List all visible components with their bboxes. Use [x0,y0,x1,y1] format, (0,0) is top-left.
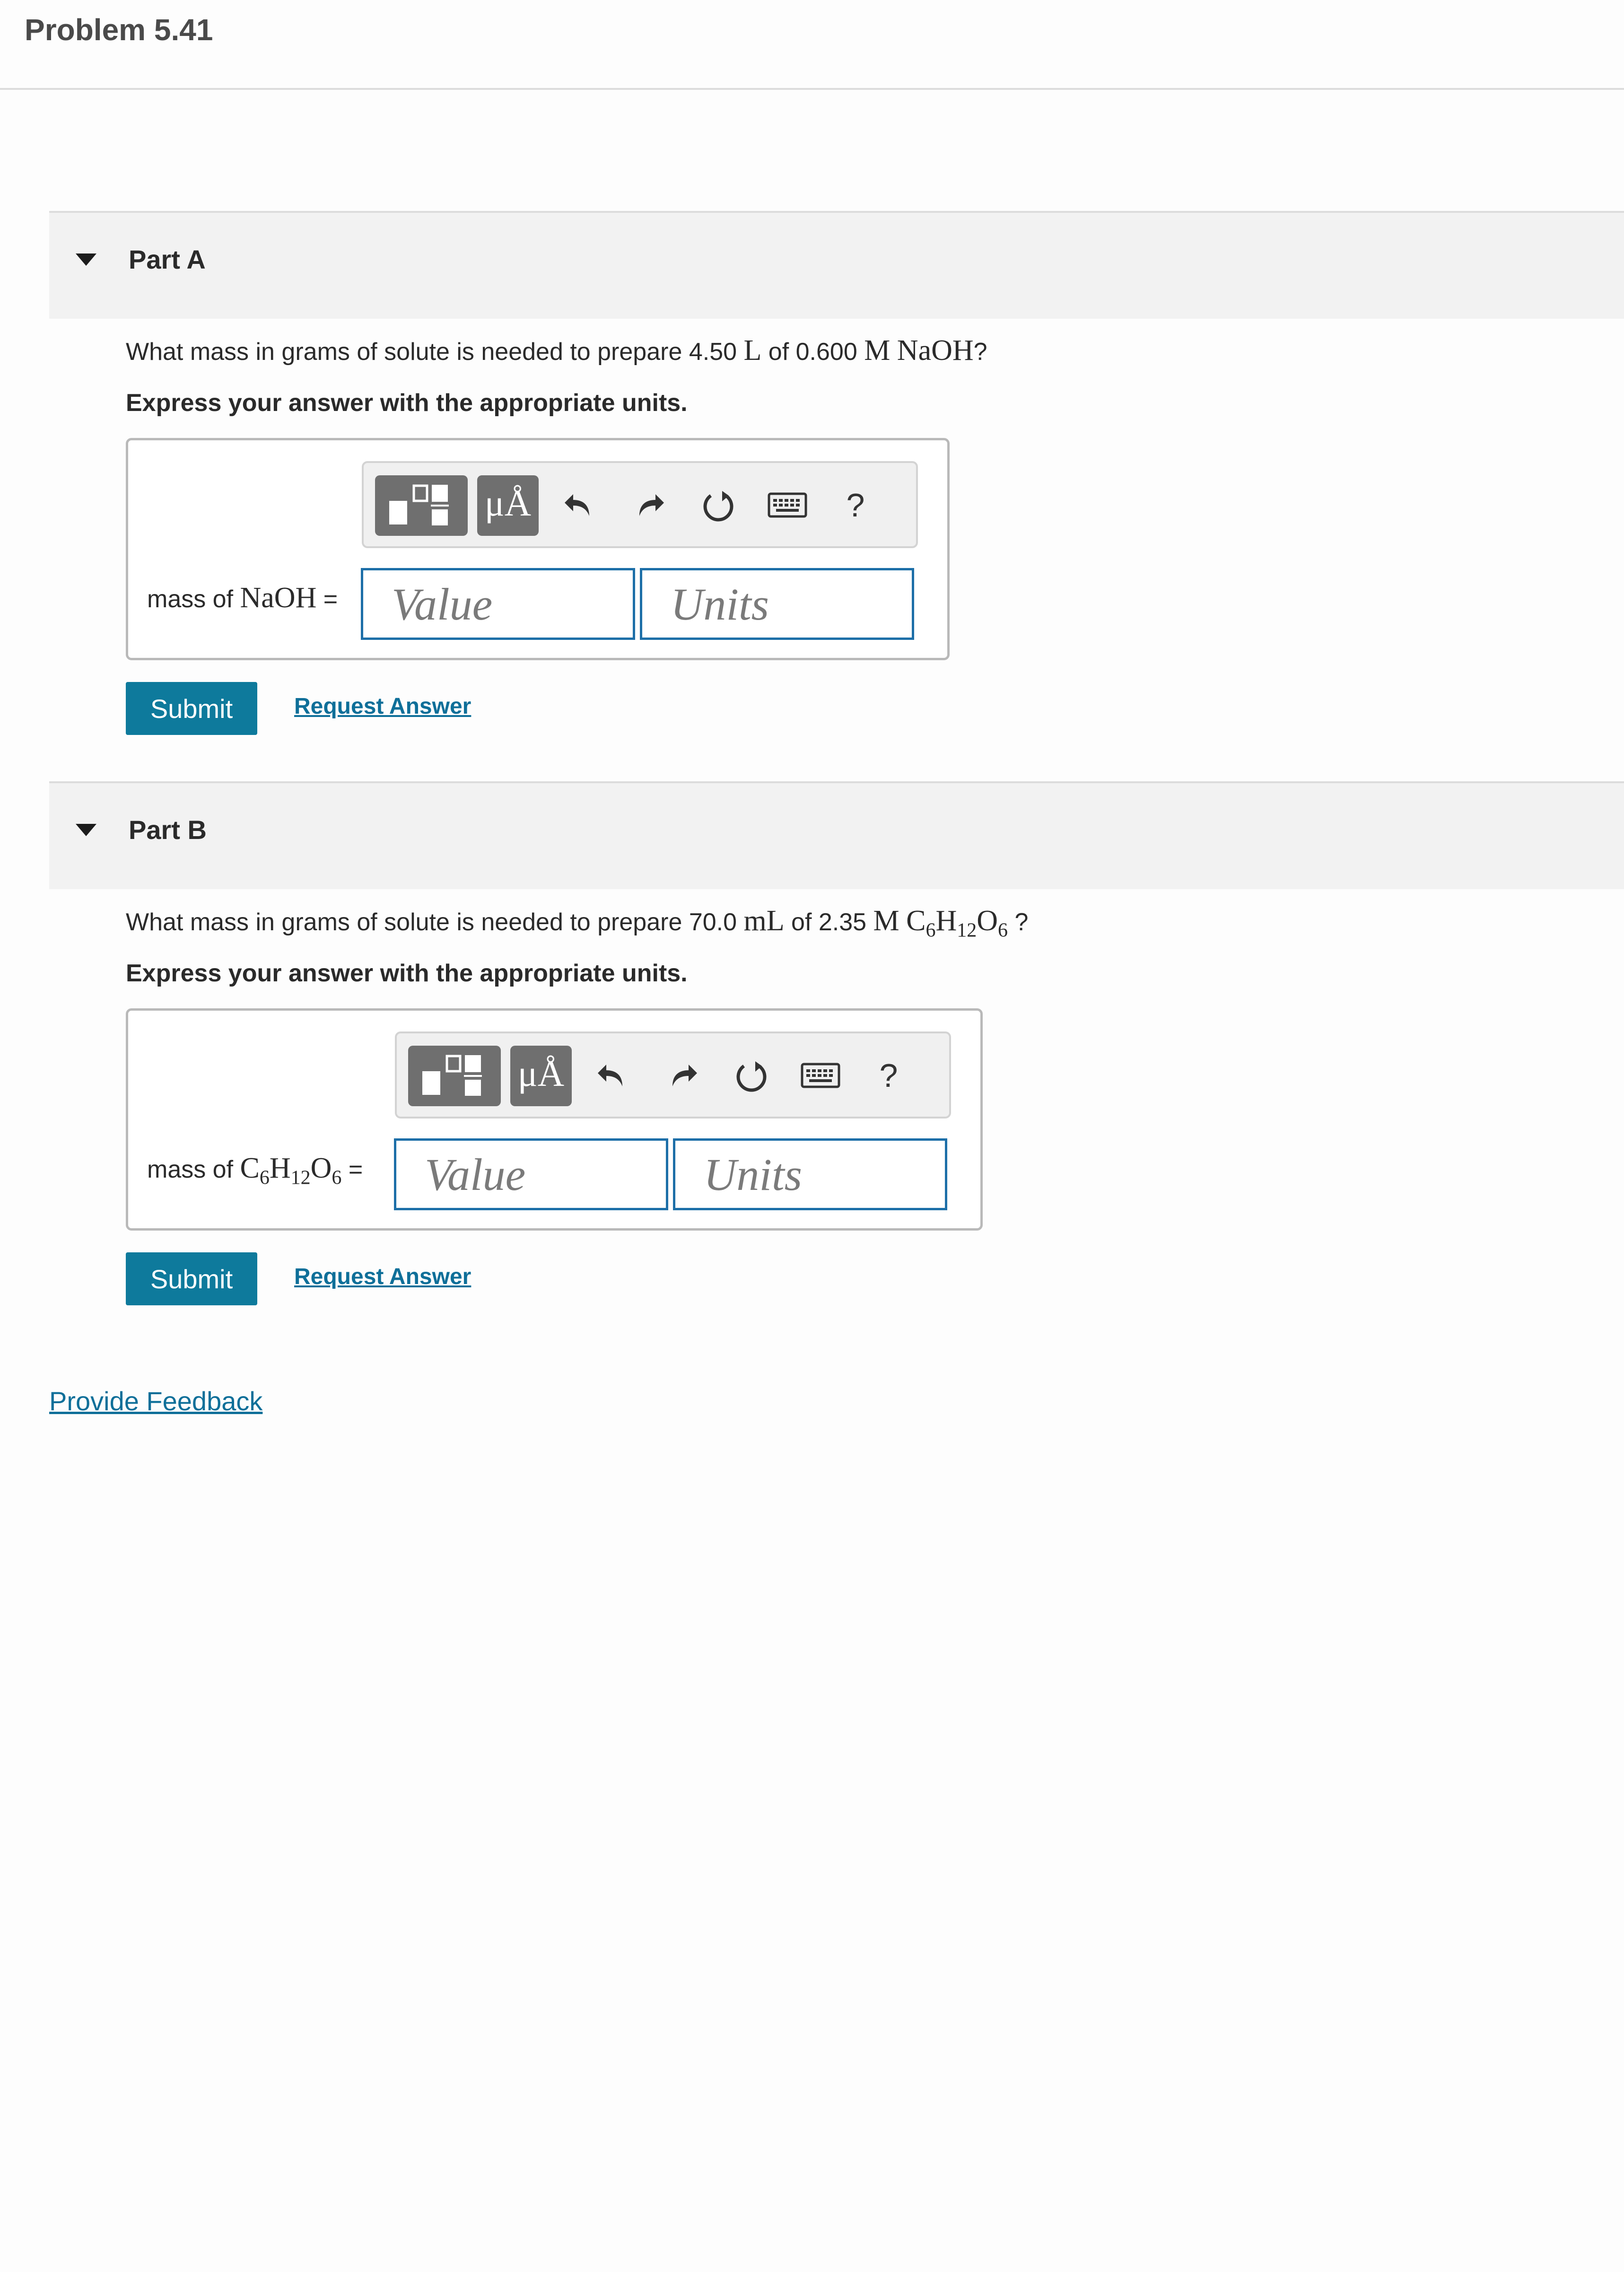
math-toolbar [395,1031,951,1119]
collapse-caret-icon[interactable] [76,253,96,266]
unit-molar: M [873,905,899,937]
redo-icon[interactable] [627,479,674,531]
help-icon[interactable]: ? [879,1057,898,1094]
label-formula: $C_6H_{12}O_6$ [240,1152,342,1189]
part-a-title: Part A [129,245,206,274]
undo-icon[interactable] [588,1049,635,1101]
part-b-answer-box [126,1008,983,1231]
reset-icon[interactable] [728,1049,775,1101]
part-b-units-input[interactable] [673,1138,947,1210]
unit-milliliter: mL [743,905,785,937]
part-b-instruction: Express your answer with the appropriate units. [126,960,688,987]
label-text: mass of [147,1156,240,1183]
part-b-submit-button[interactable]: Submit [126,1252,257,1305]
units-button-label: μÅ [517,1053,565,1094]
part-b-title: Part B [129,815,207,845]
part-a-units-input[interactable] [640,568,914,640]
part-a-answer-label [147,581,338,615]
label-formula: NaOH [240,582,317,614]
templates-icon[interactable] [408,1046,501,1106]
chemical-formula: NaOH [897,334,974,367]
help-icon[interactable]: ? [846,487,865,524]
question-mark: ? [973,338,987,366]
units-icon[interactable] [477,475,539,536]
keyboard-icon[interactable] [764,479,811,531]
part-a-answer-box [126,438,950,660]
part-b-answer-label [147,1152,363,1189]
label-text: mass of [147,585,240,613]
templates-icon[interactable] [375,475,468,536]
unit-liter: L [743,334,762,367]
question-text: What mass in grams of solute is needed to prepare 4.50 [126,338,744,366]
part-a-request-answer-link[interactable]: Request Answer [294,694,471,719]
units-button-label: μÅ [484,482,532,524]
part-a-header[interactable] [49,211,1624,319]
reset-icon[interactable] [695,479,742,531]
question-text: of 2.35 [784,909,873,936]
part-a-question [126,334,987,367]
question-text: What mass in grams of solute is needed to prepare 70.0 [126,909,744,936]
provide-feedback-link[interactable]: Provide Feedback [49,1386,263,1416]
part-a-submit-button[interactable]: Submit [126,682,257,735]
keyboard-icon[interactable] [797,1049,844,1101]
part-b-request-answer-link[interactable]: Request Answer [294,1264,471,1289]
question-text: of 0.600 [761,338,864,366]
redo-icon[interactable] [660,1049,707,1101]
collapse-caret-icon[interactable] [76,824,96,836]
math-toolbar [362,461,918,548]
part-a-value-input[interactable] [361,568,635,640]
part-b-header[interactable] [49,781,1624,889]
page-header [0,0,1624,90]
question-mark: ? [1014,909,1029,936]
chemical-formula: $C_6H_{12}O_6$ [906,905,1008,942]
page-title: Problem 5.41 [25,13,213,47]
part-a-instruction: Express your answer with the appropriate units. [126,389,688,417]
part-b-value-input[interactable] [394,1138,668,1210]
equals-sign: = [341,1156,363,1183]
equals-sign: = [316,585,338,613]
units-icon[interactable] [510,1046,572,1106]
undo-icon[interactable] [555,479,602,531]
unit-molar: M [864,334,891,367]
part-b-question [126,904,1029,942]
